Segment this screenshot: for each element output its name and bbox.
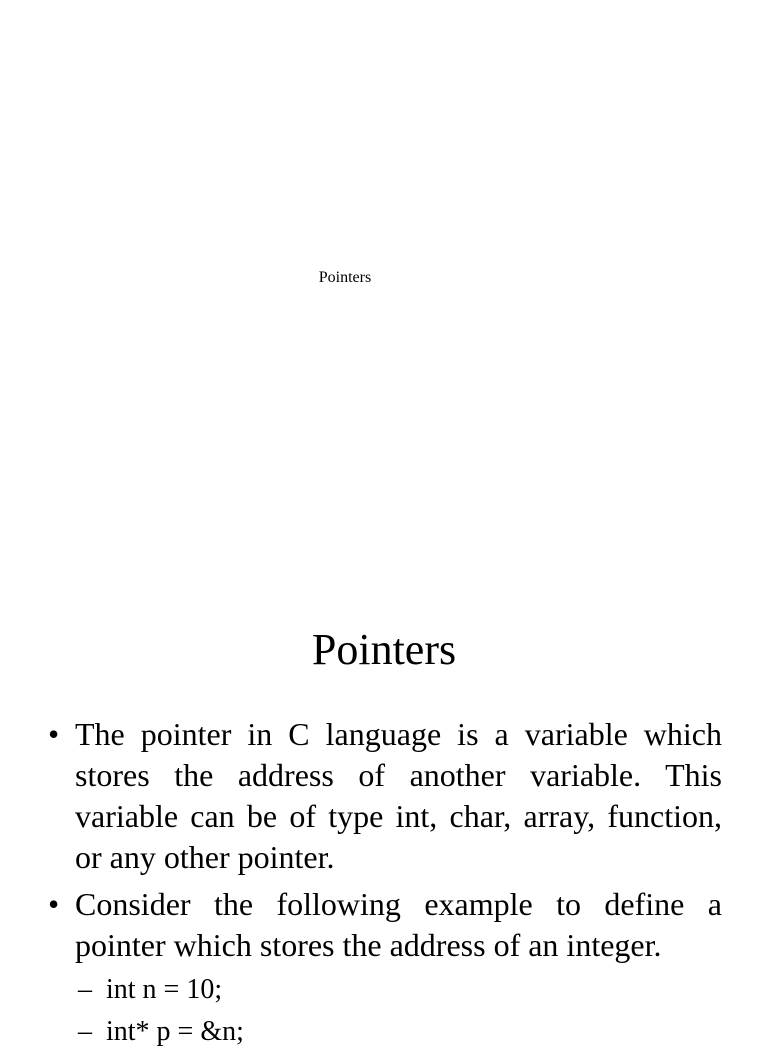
sub-bullet-marker: – — [78, 1016, 92, 1047]
sub-bullet-marker: – — [78, 974, 92, 1005]
sub-bullet-item-1 — [48, 972, 722, 1008]
page-header: Pointers — [318, 269, 372, 286]
bullet-marker: • — [48, 716, 60, 752]
sub-bullet-group — [48, 972, 722, 1050]
code-line: int n = 10; — [106, 974, 223, 1005]
sub-bullet-list — [48, 972, 722, 1050]
slide-title: Pointers — [311, 625, 457, 674]
bullet-text: Consider the following example to define a pointer which stores the address of an integer. — [75, 886, 722, 963]
sub-bullet-item-2 — [48, 1014, 722, 1050]
bullet-list — [48, 714, 722, 1050]
slide — [0, 600, 768, 1047]
bullet-item-1 — [48, 714, 722, 878]
bullet-text: The pointer in C language is a variable which stores the address of another variable. This variable can be of type int, char, array, function, or any other pointer. — [75, 716, 722, 875]
bullet-item-2 — [48, 884, 722, 966]
bullet-marker: • — [48, 886, 60, 922]
code-line: int* p = &n; — [106, 1016, 244, 1047]
